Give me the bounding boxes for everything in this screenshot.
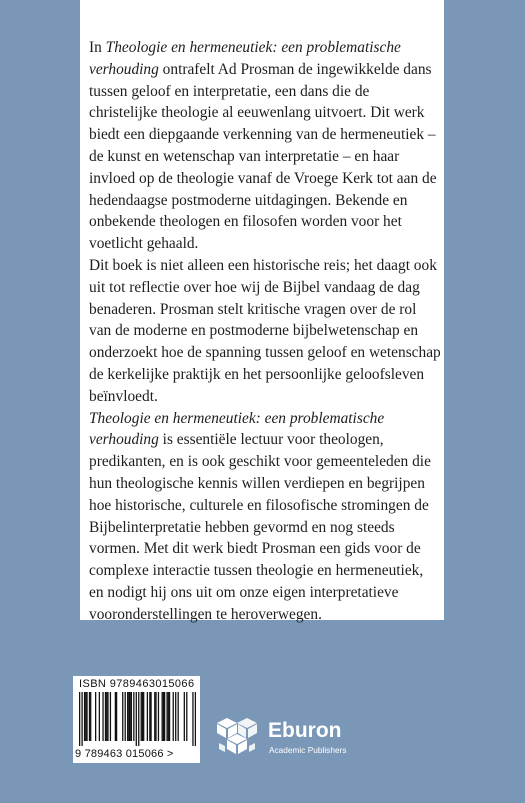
barcode-bar bbox=[110, 692, 111, 741]
barcode-bar bbox=[192, 692, 193, 746]
barcode-bar bbox=[164, 692, 165, 741]
book-title-italic: Theologie en hermeneutiek: een problematische verhouding bbox=[89, 39, 401, 78]
barcode-bar bbox=[186, 692, 187, 741]
publisher-logo bbox=[213, 716, 353, 766]
barcode-bar bbox=[122, 692, 123, 741]
barcode-bar bbox=[102, 692, 103, 741]
barcode-bar bbox=[163, 692, 164, 741]
barcode-bar bbox=[166, 692, 167, 741]
barcode-bar bbox=[147, 692, 148, 741]
isbn-label: ISBN 9789463015066 bbox=[79, 678, 195, 690]
barcode-bar bbox=[131, 692, 132, 741]
barcode-bar bbox=[90, 692, 91, 741]
barcode-bar bbox=[173, 692, 174, 741]
barcode-bar bbox=[99, 692, 100, 741]
barcode-bar bbox=[81, 692, 82, 746]
barcode-bar bbox=[175, 692, 176, 741]
barcode-bar bbox=[86, 692, 87, 741]
barcode-bar bbox=[133, 692, 134, 741]
publisher-tagline: Academic Publishers bbox=[269, 745, 347, 755]
barcode-bar bbox=[149, 692, 150, 741]
barcode-bar bbox=[107, 692, 108, 741]
barcode-bar bbox=[162, 692, 163, 741]
barcode-bar bbox=[178, 692, 179, 741]
barcode-bar bbox=[85, 692, 86, 741]
isbn-barcode bbox=[73, 676, 200, 763]
barcode-bar bbox=[128, 692, 129, 741]
barcode-bar bbox=[158, 692, 159, 741]
barcode-bar bbox=[106, 692, 107, 741]
barcode-bar bbox=[155, 692, 156, 741]
barcode-bar bbox=[195, 692, 196, 746]
barcode-bar bbox=[169, 692, 170, 741]
barcode-bar bbox=[138, 692, 139, 746]
barcode-bar bbox=[84, 692, 85, 741]
barcode-bar bbox=[105, 692, 106, 741]
barcode-bar bbox=[150, 692, 151, 741]
barcode-bar bbox=[154, 692, 155, 741]
barcode-bar bbox=[115, 692, 116, 741]
barcode-bar bbox=[141, 692, 142, 741]
blurb-paragraph-2: Dit boek is niet alleen een historische reis; het daagt ook uit tot reflectie over hoe wij de Bijbel vandaag de dag benaderen. Prosman stelt kritische vragen over de rol van de moderne en postmoderne bijbelwetenschap en onderzoekt hoe de spanning tussen geloof en wetenschap de kerkelijke praktijk en het persoonlijke geloofsleven beïnvloedt. bbox=[89, 256, 441, 405]
back-cover-blurb bbox=[89, 37, 441, 626]
barcode-bars bbox=[79, 692, 196, 746]
barcode-bar bbox=[143, 692, 144, 741]
eburon-cubes-icon bbox=[213, 716, 263, 762]
publisher-name: Eburon bbox=[268, 719, 342, 742]
barcode-bar bbox=[95, 692, 96, 741]
barcode-bar bbox=[125, 692, 126, 741]
barcode-bar bbox=[184, 692, 185, 741]
blurb-paragraph-1: In Theologie en hermeneutiek: een problematische verhouding ontrafelt Ad Prosman de ingewikkelde dans tussen geloof en interpretatie, een dans die de christelijke theologie al eeuwenlang uitvoert. Dit werk biedt een diepgaande verkenning van de hermeneutiek – de kunst en wetenschap van interpretatie – en haar invloed op de theologie vanaf de Vroege Kerk tot aan de hedendaagse postmoderne uitdagingen. Bekende en onbekende theologen en filosofen worden voor het voetlicht gehaald. bbox=[89, 39, 437, 253]
barcode-bar bbox=[127, 692, 128, 741]
barcode-bar bbox=[79, 692, 80, 746]
barcode-bar bbox=[129, 692, 130, 741]
barcode-bar bbox=[168, 692, 169, 741]
barcode-digits: 9 789463 015066 > bbox=[75, 748, 174, 760]
barcode-bar bbox=[116, 692, 117, 741]
barcode-bar bbox=[136, 692, 137, 746]
book-title-italic: Theologie en hermeneutiek: een problematische verhouding bbox=[89, 409, 385, 449]
barcode-bar bbox=[89, 692, 90, 741]
barcode-bar bbox=[142, 692, 143, 741]
blurb-paragraph-3: Theologie en hermeneutiek: een problematische verhouding is essentiële lectuur voor theologen, predikanten, en is ook geschikt voor gemeenteleden die hun theologische kennis willen verdiepen en begrijpen hoe historische, culturele en filosofische stromingen de Bijbelinterpretatie hebben gevormd en nog steeds vormen. Met dit werk biedt Prosman een gids voor de complexe interactie tussen theologie en hermeneutiek, en nodigt hij ons uit om onze eigen interpretatieve vooronderstellingen te heroverwegen. bbox=[89, 409, 431, 623]
